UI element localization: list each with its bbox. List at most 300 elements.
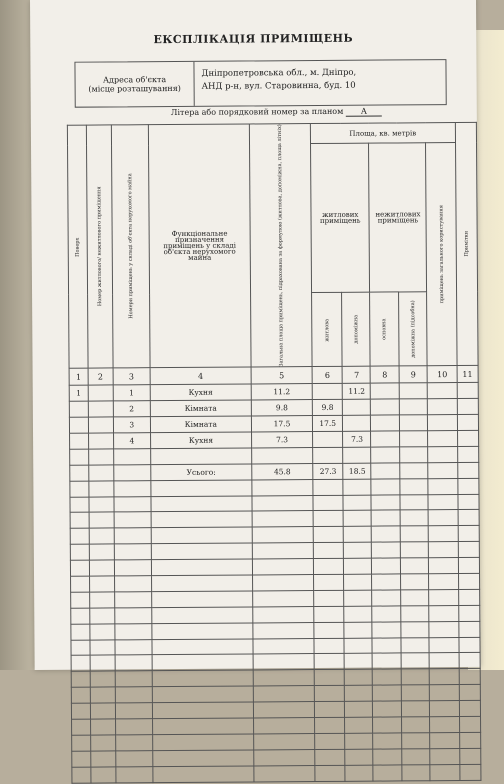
empty-row <box>72 764 481 783</box>
col-number: 9 <box>399 366 428 383</box>
table-cell <box>344 622 372 638</box>
header-floor: Поверх <box>67 125 87 368</box>
table-cell <box>458 605 479 621</box>
table-cell <box>89 512 114 528</box>
table-cell <box>90 655 115 671</box>
table-cell <box>252 479 313 495</box>
cell-floor <box>69 401 88 417</box>
table-cell <box>399 431 428 447</box>
table-cell <box>400 494 429 510</box>
table-cell <box>400 558 429 574</box>
col-number: 10 <box>428 366 457 383</box>
table-cell <box>400 542 429 558</box>
table-cell <box>71 608 90 624</box>
cell-purpose <box>150 448 251 465</box>
table-cell <box>70 560 89 576</box>
table-cell <box>430 748 459 764</box>
table-cell <box>399 399 428 415</box>
table-cell <box>345 717 373 733</box>
table-cell <box>72 735 91 751</box>
col-number: 6 <box>312 367 343 384</box>
cell-living <box>312 384 343 400</box>
table-cell <box>70 513 89 529</box>
table-cell <box>115 623 152 639</box>
table-cell <box>90 735 115 751</box>
table-cell <box>459 716 480 732</box>
table-cell <box>70 497 89 513</box>
table-cell <box>372 590 400 606</box>
table-cell <box>114 576 151 592</box>
table-cell <box>114 560 151 576</box>
header-room-no: Номери приміщень у складі об'єкта нерухомого майна <box>111 125 150 369</box>
table-cell <box>429 589 458 605</box>
table-cell <box>151 496 252 513</box>
table-cell <box>430 764 459 780</box>
table-cell <box>401 701 430 717</box>
table-cell <box>371 431 399 447</box>
table-cell <box>373 749 401 765</box>
table-cell <box>372 542 400 558</box>
cell-total: 7.3 <box>252 432 313 448</box>
table-cell <box>344 558 372 574</box>
table-cell <box>253 654 314 670</box>
table-cell <box>90 671 115 687</box>
table-cell <box>115 735 152 751</box>
table-cell <box>90 719 115 735</box>
table-cell <box>429 605 458 621</box>
table-cell <box>152 623 253 640</box>
table-cell <box>400 574 429 590</box>
table-cell <box>70 528 89 544</box>
table-cell <box>71 592 90 608</box>
table-cell <box>253 575 314 591</box>
table-cell <box>430 669 459 685</box>
table-cell <box>399 415 428 431</box>
col-number: 8 <box>371 366 399 383</box>
table-cell <box>151 480 252 497</box>
table-cell <box>459 748 480 764</box>
table-cell <box>72 719 91 735</box>
table-cell <box>91 767 116 783</box>
address-label-line2: (місце розташування) <box>88 83 181 94</box>
table-cell <box>459 653 480 669</box>
table-cell <box>89 560 114 576</box>
table-cell <box>71 656 90 672</box>
table-cell <box>400 590 429 606</box>
table-cell <box>373 669 401 685</box>
table-cell <box>458 589 479 605</box>
table-cell <box>253 622 314 638</box>
table-cell <box>315 733 346 749</box>
cell-floor <box>70 433 89 449</box>
table-cell <box>400 478 429 494</box>
cell-aux: 7.3 <box>343 431 371 447</box>
table-cell <box>401 717 430 733</box>
table-cell <box>313 495 344 511</box>
table-cell <box>372 510 400 526</box>
table-cell <box>458 573 479 589</box>
table-cell <box>344 606 372 622</box>
table-cell <box>152 686 253 703</box>
table-cell <box>458 526 479 542</box>
table-cell <box>371 447 399 463</box>
cell-aux: 11.2 <box>343 383 371 399</box>
table-cell <box>152 654 253 671</box>
table-cell <box>71 640 90 656</box>
table-cell <box>372 638 400 654</box>
table-cell <box>399 383 428 399</box>
litera-value: А <box>346 107 382 117</box>
table-cell <box>373 653 401 669</box>
table-cell <box>457 383 478 399</box>
table-cell <box>314 622 345 638</box>
table-cell <box>458 494 479 510</box>
cell-unit <box>88 433 113 449</box>
col-number: 11 <box>457 366 478 383</box>
table-cell <box>152 670 253 687</box>
table-cell <box>428 415 457 431</box>
litera-label: Літера або порядковий номер за планом <box>170 106 344 118</box>
header-notes: Примітки <box>455 122 478 365</box>
col-number: 1 <box>69 368 88 385</box>
col-number: 2 <box>88 368 113 385</box>
table-cell <box>345 685 373 701</box>
table-cell <box>71 687 90 703</box>
table-cell <box>430 732 459 748</box>
table-cell <box>70 544 89 560</box>
table-cell <box>253 638 314 654</box>
table-cell <box>89 544 114 560</box>
cell-room: 1 <box>113 385 150 401</box>
cell-unit <box>88 417 113 433</box>
table-cell <box>254 718 315 734</box>
table-cell <box>89 481 114 497</box>
table-cell <box>114 528 151 544</box>
table-cell <box>115 719 152 735</box>
table-cell <box>315 765 346 781</box>
table-cell <box>114 496 151 512</box>
table-cell <box>399 447 428 463</box>
header-summer: приміщень загального користування <box>426 143 457 367</box>
header-aux2: допоміжна (підсобна) <box>398 292 427 366</box>
table-cell <box>345 701 373 717</box>
table-cell <box>371 463 399 479</box>
table-cell <box>254 765 315 781</box>
table-cell <box>401 685 430 701</box>
table-cell <box>430 653 459 669</box>
cell-living: 9.8 <box>312 400 343 416</box>
table-cell <box>457 446 478 462</box>
table-cell <box>428 462 457 478</box>
header-area-group: Площа, кв. метрів <box>310 123 455 144</box>
table-cell <box>459 621 480 637</box>
table-cell <box>151 527 252 544</box>
table-cell <box>344 590 372 606</box>
table-cell <box>114 480 151 496</box>
cell-room <box>114 464 151 480</box>
cell-room <box>113 449 150 465</box>
col-number: 5 <box>251 367 312 384</box>
table-cell <box>70 481 89 497</box>
table-cell <box>314 686 345 702</box>
table-cell <box>344 511 372 527</box>
table-cell <box>90 624 115 640</box>
table-cell <box>313 527 344 543</box>
address-box <box>74 59 446 108</box>
table-cell <box>115 655 152 671</box>
table-cell <box>429 542 458 558</box>
table-cell <box>153 766 254 783</box>
table-cell <box>428 399 457 415</box>
table-cell <box>373 701 401 717</box>
table-cell <box>372 526 400 542</box>
table-cell <box>401 653 430 669</box>
table-cell <box>371 383 399 399</box>
cell-aux: 18.5 <box>343 463 371 479</box>
table-cell <box>314 670 345 686</box>
header-purpose: Функціональне призначення приміщень у складі об'єкта нерухомого майна <box>148 124 251 368</box>
header-auxiliary: допоміжна <box>342 293 370 367</box>
table-cell <box>400 606 429 622</box>
table-cell <box>373 685 401 701</box>
cell-unit <box>88 385 113 401</box>
col-number: 4 <box>150 367 251 385</box>
cell-total: 17.5 <box>251 416 312 432</box>
address-value <box>201 67 356 94</box>
table-cell <box>152 639 253 656</box>
table-cell <box>428 446 457 462</box>
table-cell <box>115 639 152 655</box>
table-cell <box>429 637 458 653</box>
header-living-group: житлових приміщень <box>311 143 370 293</box>
cell-floor <box>70 449 89 465</box>
table-cell <box>429 558 458 574</box>
cell-floor <box>70 465 89 481</box>
cell-room: 3 <box>113 417 150 433</box>
table-cell <box>151 543 252 560</box>
table-cell <box>116 750 153 766</box>
address-line2: АНД р-н, вул. Старовинна, буд. 10 <box>201 80 356 92</box>
table-cell <box>343 495 371 511</box>
address-label-line1: Адреса об'єкта <box>102 75 167 85</box>
table-cell <box>344 542 372 558</box>
table-cell <box>151 591 252 608</box>
col-number: 3 <box>113 368 150 385</box>
cell-purpose: Кухня <box>150 384 251 401</box>
cell-room: 2 <box>113 401 150 417</box>
table-cell <box>428 494 457 510</box>
cell-living <box>313 447 344 463</box>
cell-aux <box>343 447 371 463</box>
litera-line <box>171 107 382 118</box>
table-cell <box>459 669 480 685</box>
table-cell <box>371 415 399 431</box>
table-cell <box>459 637 480 653</box>
header-unit-no: Номер житлового/ нежитлового приміщення <box>86 125 113 369</box>
table-cell <box>458 478 479 494</box>
table-cell <box>343 479 371 495</box>
table-cell <box>252 527 313 543</box>
cell-living: 27.3 <box>313 463 344 479</box>
cell-purpose: Усього: <box>151 464 252 481</box>
table-cell <box>430 685 459 701</box>
table-cell <box>314 606 345 622</box>
table-cell <box>402 764 431 780</box>
table-cell <box>315 749 346 765</box>
table-cell <box>72 767 91 783</box>
cell-purpose: Кімната <box>150 400 251 417</box>
table-cell <box>71 671 90 687</box>
table-cell <box>151 559 252 576</box>
cell-purpose: Кухня <box>150 432 251 449</box>
table-cell <box>151 511 252 528</box>
header-living: житлова <box>312 293 343 367</box>
table-cell <box>252 559 313 575</box>
table-cell <box>116 766 153 782</box>
table-cell <box>428 383 457 399</box>
table-cell <box>313 479 344 495</box>
table-cell <box>457 430 478 446</box>
table-cell <box>254 733 315 749</box>
table-cell <box>458 558 479 574</box>
table-cell <box>253 670 314 686</box>
table-cell <box>372 606 400 622</box>
cell-total: 45.8 <box>252 463 313 479</box>
table-cell <box>457 462 478 478</box>
header-nonliving-group: нежитлових приміщень <box>369 143 427 293</box>
cell-total: 9.8 <box>251 400 312 416</box>
table-cell <box>90 687 115 703</box>
table-cell <box>430 701 459 717</box>
table-cell <box>315 717 346 733</box>
cell-living <box>313 431 344 447</box>
cell-unit <box>88 449 113 465</box>
table-cell <box>345 765 373 781</box>
table-cell <box>89 528 114 544</box>
table-cell <box>152 607 253 624</box>
table-cell <box>345 733 373 749</box>
table-cell <box>399 463 428 479</box>
table-cell <box>429 621 458 637</box>
cell-purpose: Кімната <box>150 416 251 433</box>
table-cell <box>313 558 344 574</box>
explication-table <box>67 122 482 783</box>
table-cell <box>458 542 479 558</box>
table-cell <box>373 717 401 733</box>
table-cell <box>314 590 345 606</box>
table-cell <box>72 751 91 767</box>
table-cell <box>313 511 344 527</box>
cell-total: 11.2 <box>251 384 312 400</box>
table-cell <box>459 685 480 701</box>
cell-unit <box>88 401 113 417</box>
table-cell <box>344 574 372 590</box>
table-cell <box>429 526 458 542</box>
table-cell <box>373 733 401 749</box>
document-title: ЕКСПЛІКАЦІЯ ПРИМІЩЕНЬ <box>153 31 354 47</box>
header-total-area: Загальна площа приміщень, підрахована за формулою (житлова, допоміжна, площа літніх) <box>249 124 312 368</box>
table-cell <box>313 543 344 559</box>
table-cell <box>152 734 253 751</box>
table-cell <box>401 749 430 765</box>
table-cell <box>89 576 114 592</box>
table-cell <box>252 543 313 559</box>
table-cell <box>372 622 400 638</box>
table-cell <box>401 733 430 749</box>
table-cell <box>459 701 480 717</box>
table-cell <box>459 732 480 748</box>
table-cell <box>253 686 314 702</box>
cell-unit <box>89 465 114 481</box>
table-cell <box>71 624 90 640</box>
table-cell <box>371 399 399 415</box>
table-cell <box>345 669 373 685</box>
table-cell <box>401 669 430 685</box>
table-cell <box>460 764 481 780</box>
table-cell <box>373 765 401 781</box>
table-cell <box>114 544 151 560</box>
address-line1: Дніпропетровська обл., м. Дніпро, <box>201 67 357 79</box>
table-cell <box>254 749 315 765</box>
table-cell <box>91 751 116 767</box>
table-cell <box>89 592 114 608</box>
cell-floor <box>69 417 88 433</box>
table-cell <box>90 703 115 719</box>
table-cell <box>152 702 253 719</box>
table-cell <box>457 399 478 415</box>
table-cell <box>114 592 151 608</box>
table-cell <box>90 608 115 624</box>
cell-room: 4 <box>113 433 150 449</box>
table-cell <box>429 574 458 590</box>
table-cell <box>428 431 457 447</box>
table-cell <box>152 718 253 735</box>
table-cell <box>371 479 399 495</box>
table-cell <box>253 590 314 606</box>
table-cell <box>115 703 152 719</box>
table-cell <box>457 415 478 431</box>
table-cell <box>314 638 345 654</box>
document-sheet <box>30 0 481 670</box>
cell-total <box>252 447 313 463</box>
header-main: основна <box>370 292 399 366</box>
table-cell <box>115 671 152 687</box>
table-cell <box>252 495 313 511</box>
address-label <box>75 62 194 107</box>
table-cell <box>429 510 458 526</box>
table-cell <box>253 702 314 718</box>
table-cell <box>400 510 429 526</box>
cell-living: 17.5 <box>312 415 343 431</box>
table-cell <box>372 574 400 590</box>
table-cell <box>71 576 90 592</box>
table-cell <box>314 654 345 670</box>
col-number: 7 <box>343 366 371 383</box>
table-cell <box>253 606 314 622</box>
table-cell <box>114 512 151 528</box>
table-cell <box>153 750 254 767</box>
table-cell <box>314 701 345 717</box>
table-cell <box>151 575 252 592</box>
table-cell <box>345 749 373 765</box>
table-cell <box>115 687 152 703</box>
table-cell <box>345 654 373 670</box>
table-cell <box>428 478 457 494</box>
table-cell <box>344 526 372 542</box>
table-cell <box>252 511 313 527</box>
table-cell <box>89 497 114 513</box>
table-cell <box>430 717 459 733</box>
